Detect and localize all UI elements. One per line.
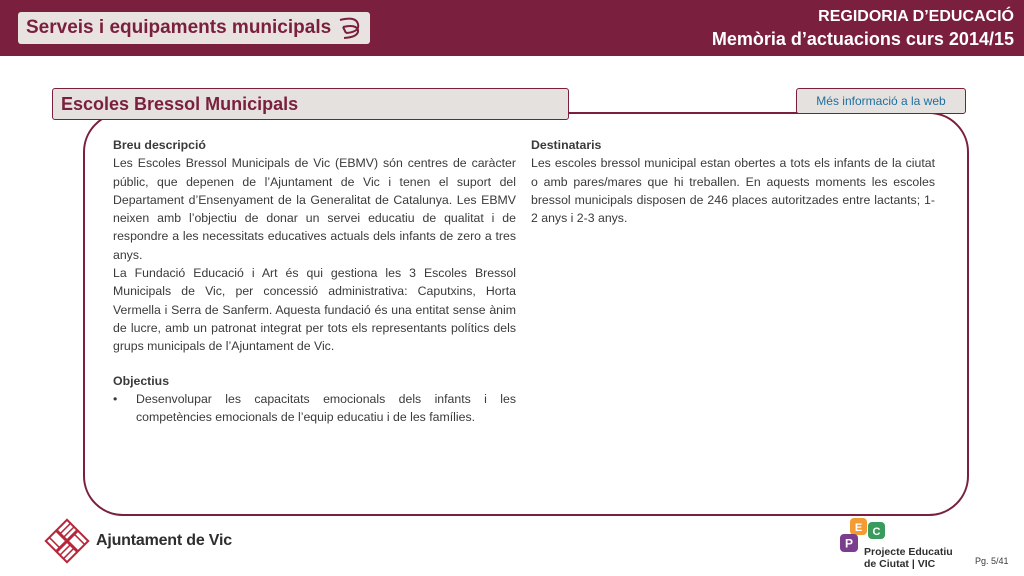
- right-column: [531, 136, 935, 227]
- description-paragraph-2: La Fundació Educació i Art és qui gestiona les 3 Escoles Bressol Municipals de Vic, per concessió administrativa: Caputxins, Horta Vermella i Serra de Sanferm. Aquesta fundació és una entitat sense ànim de lucre, amb un patronat integrat per tots els representants polítics dels grups municipals de l’Ajuntament de Vic.: [113, 266, 516, 354]
- department-name: REGIDORIA D’EDUCACIÓ: [818, 8, 1014, 25]
- recipients-heading: Destinataris: [531, 138, 602, 152]
- header-title-box: [18, 12, 370, 44]
- page-number: Pg. 5/41: [975, 556, 1009, 566]
- list-item: [113, 390, 516, 427]
- objective-item: Desenvolupar les capacitats emocionals dels infants i les competències emocionals de l’equip educatiu i de les famílies.: [136, 391, 516, 425]
- pec-logo[interactable]: [838, 516, 962, 572]
- pec-letter-c: C: [872, 526, 881, 538]
- pec-label-line1: Projecte Educatiu: [864, 546, 953, 558]
- header-right: [712, 5, 1014, 51]
- objectives-heading: Objectius: [113, 373, 170, 388]
- report-title: Memòria d’actuacions curs 2014/15: [711, 29, 1014, 49]
- bullet-icon: •: [113, 391, 118, 406]
- pec-label-line2: de Ciutat | VIC: [864, 558, 936, 570]
- ajuntament-label: Ajuntament de Vic: [96, 532, 232, 549]
- left-column: [113, 136, 516, 426]
- section-title-box: [52, 88, 569, 120]
- pec-letter-e: E: [854, 522, 863, 534]
- description-heading: Breu descripció: [113, 138, 206, 152]
- section-title: Escoles Bressol Municipals: [61, 93, 299, 114]
- description-paragraph-1: Les Escoles Bressol Municipals de Vic (EBMV) són centres de caràcter públic, que depenen de l’Ajuntament de Vic i tenen el suport del Departament d’Ensenyament de la Generalitat de Catalunya. Les EBMV neixen amb l’objectiu de donar un servei educatiu de qualitat i de respondre a les necessitats educatives actuals dels infants de zero a tres anys.: [113, 156, 516, 262]
- ajuntament-logo[interactable]: [44, 518, 232, 564]
- more-info-link[interactable]: Més informació a la web: [796, 88, 966, 114]
- return-arrow-icon[interactable]: [334, 14, 364, 42]
- vic-shield-icon: [44, 518, 90, 564]
- header-title: Serveis i equipaments municipals: [26, 17, 332, 38]
- pec-letter-p: P: [844, 536, 854, 551]
- recipients-paragraph: Les escoles bressol municipal estan obertes a tots els infants de la ciutat o amb pares/mares que hi treballen. En aquests moments les escoles bressol municipals disposen de 246 places autoritzades entre lactants; 1-2 anys i 2-3 anys.: [531, 156, 935, 226]
